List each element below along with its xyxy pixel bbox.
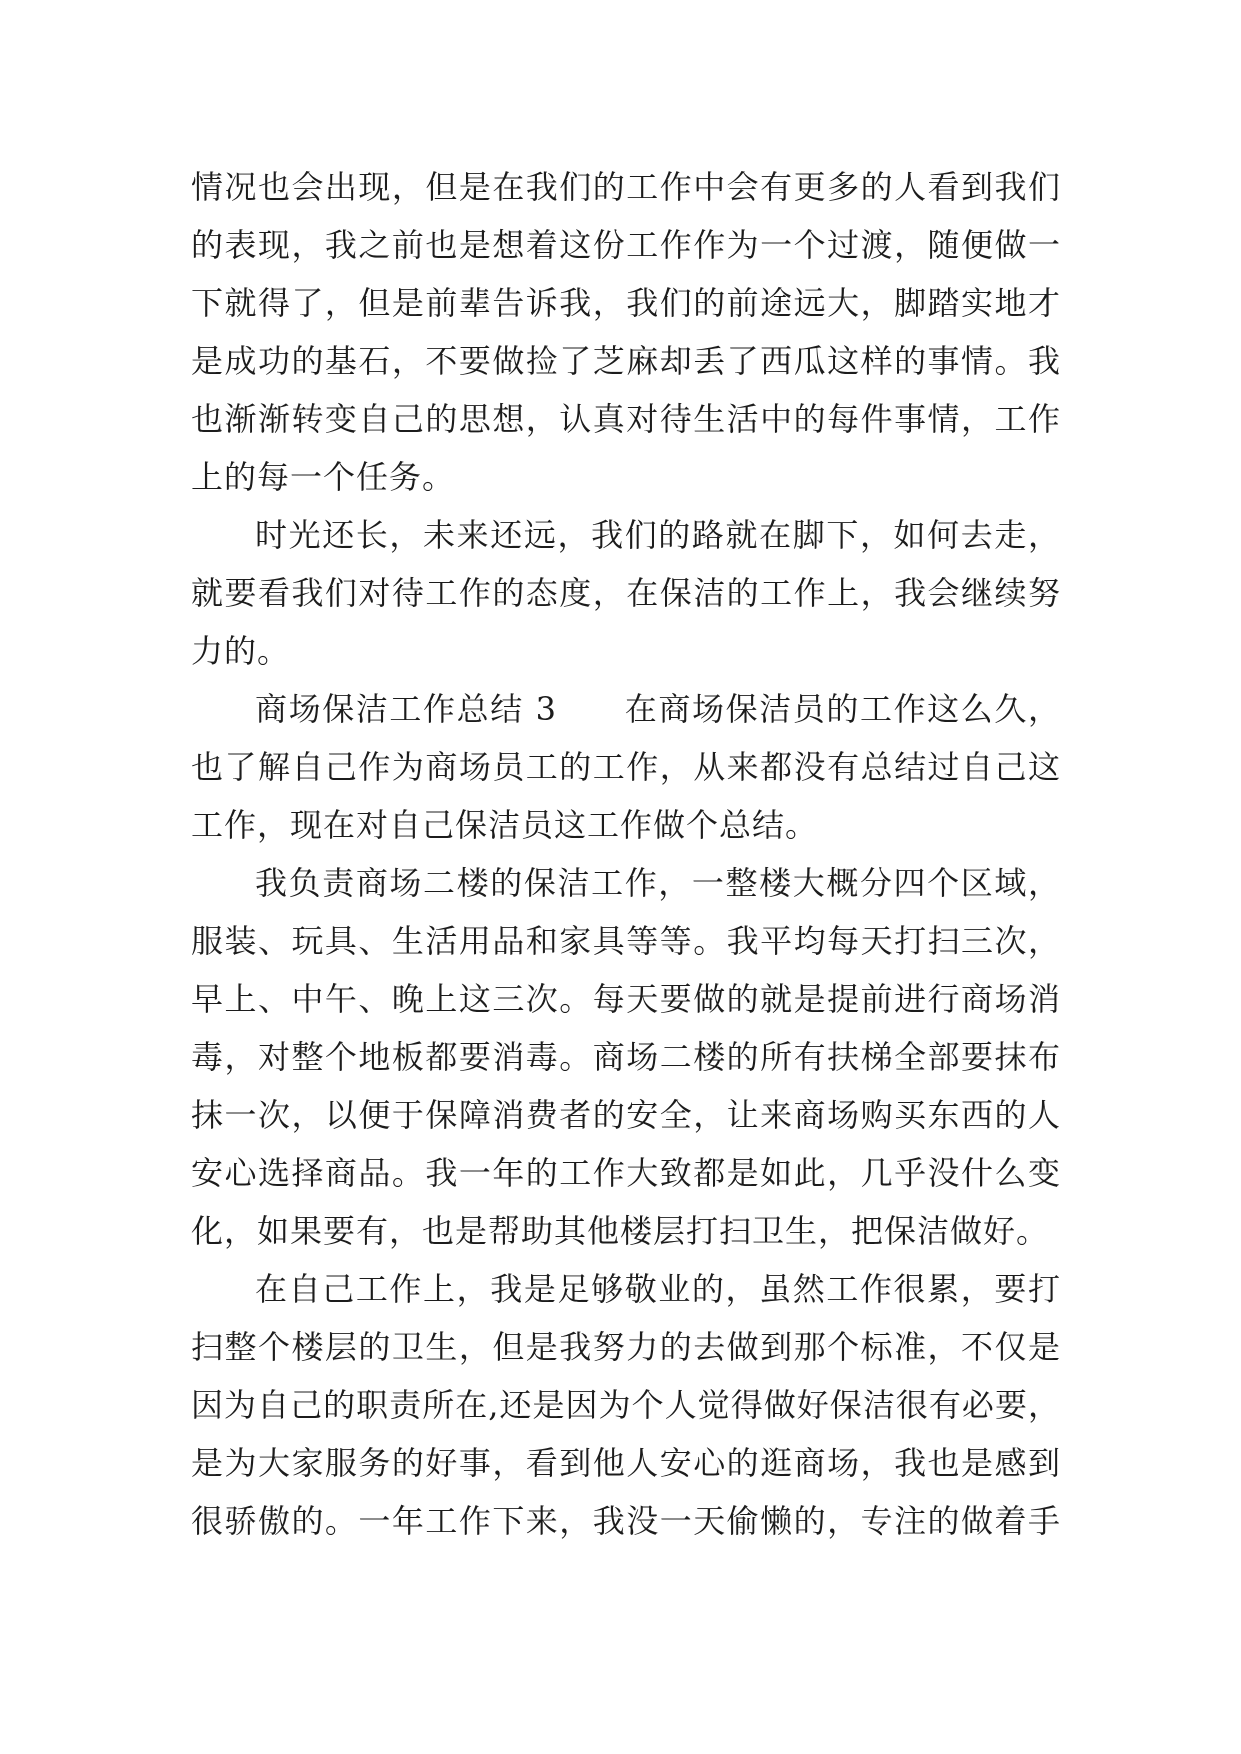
text-line: 下就得了，但是前辈告诉我，我们的前途远大，脚踏实地才: [191, 284, 1061, 322]
text-line: 情况也会出现，但是在我们的工作中会有更多的人看到我们: [191, 168, 1061, 206]
text-line: 也了解自己作为商场员工的工作，从来都没有总结过自己这: [191, 748, 1061, 786]
text-line: 毒，对整个地板都要消毒。商场二楼的所有扶梯全部要抹布: [191, 1038, 1061, 1076]
document-body: [191, 158, 1061, 1550]
text-line: 化，如果要有，也是帮助其他楼层打扫卫生，把保洁做好。: [191, 1212, 1050, 1250]
text-line: 因为自己的职责所在,还是因为个人觉得做好保洁很有必要，: [191, 1386, 1061, 1424]
text-line: 是为大家服务的好事，看到他人安心的逛商场，我也是感到: [191, 1444, 1061, 1482]
text-line: 在自己工作上，我是足够敬业的，虽然工作很累，要打: [255, 1270, 1061, 1308]
text-line: 上的每一个任务。: [191, 458, 456, 496]
text-line: 服装、玩具、生活用品和家具等等。我平均每天打扫三次，: [191, 922, 1061, 960]
text-line: 也渐渐转变自己的思想，认真对待生活中的每件事情，工作: [191, 400, 1061, 438]
text-line: 很骄傲的。一年工作下来，我没一天偷懒的，专注的做着手: [191, 1502, 1061, 1540]
text-line: 商场保洁工作总结 3 在商场保洁员的工作这么久，: [255, 690, 1061, 728]
text-line: 我负责商场二楼的保洁工作，一整楼大概分四个区域，: [255, 864, 1061, 902]
text-line: 扫整个楼层的卫生，但是我努力的去做到那个标准，不仅是: [191, 1328, 1061, 1366]
text-line: 力的。: [191, 632, 291, 670]
text-line: 的表现，我之前也是想着这份工作作为一个过渡，随便做一: [191, 226, 1061, 264]
text-line: 安心选择商品。我一年的工作大致都是如此，几乎没什么变: [191, 1154, 1061, 1192]
text-line: 是成功的基石，不要做捡了芝麻却丢了西瓜这样的事情。我: [191, 342, 1061, 380]
text-line: 时光还长，未来还远，我们的路就在脚下，如何去走，: [255, 516, 1061, 554]
text-line: 抹一次，以便于保障消费者的安全，让来商场购买东西的人: [191, 1096, 1061, 1134]
text-line: 就要看我们对待工作的态度，在保洁的工作上，我会继续努: [191, 574, 1061, 612]
text-line: 工作，现在对自己保洁员这工作做个总结。: [191, 806, 819, 844]
text-line: 早上、中午、晚上这三次。每天要做的就是提前进行商场消: [191, 980, 1061, 1018]
